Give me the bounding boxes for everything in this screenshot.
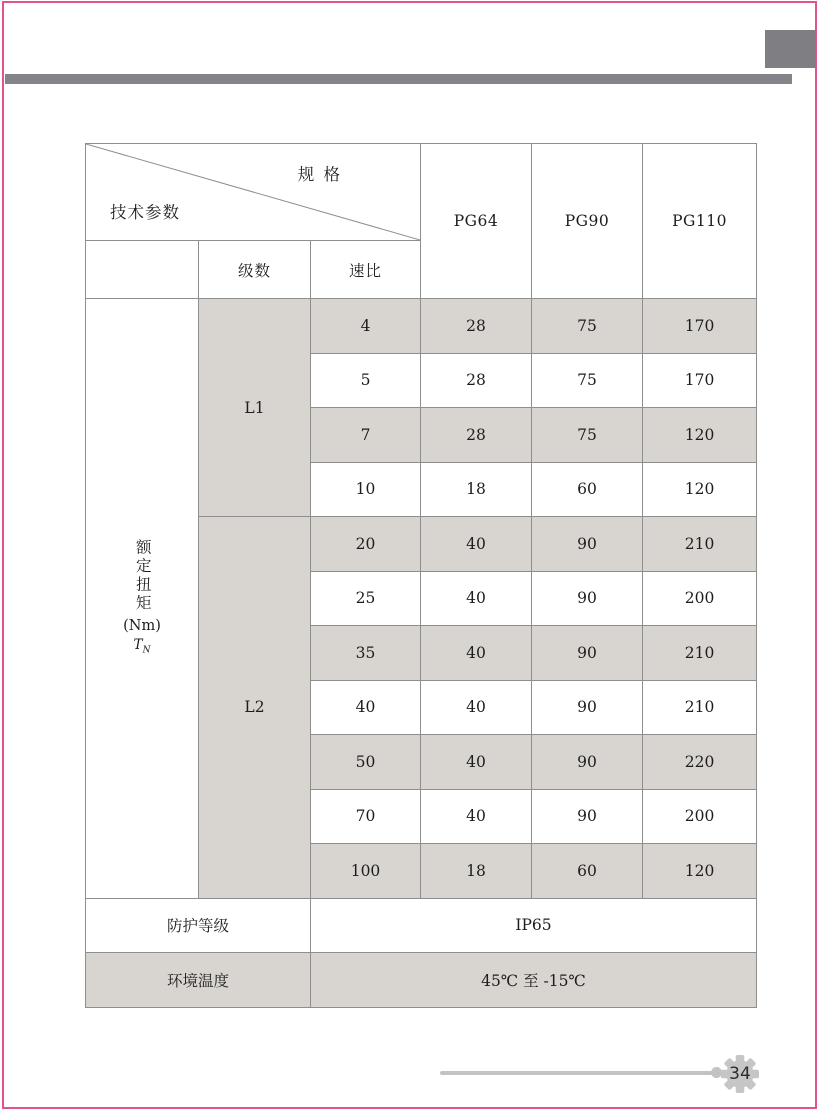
value-cell: 120 xyxy=(643,844,757,899)
value-cell: 170 xyxy=(643,353,757,408)
value-cell: 28 xyxy=(421,353,532,408)
protection-class-label: 防护等级 xyxy=(86,898,311,953)
value-cell: 120 xyxy=(643,408,757,463)
torque-unit: (Nm) xyxy=(123,618,161,635)
value-cell: 90 xyxy=(532,735,643,790)
subheader-ratio: 速比 xyxy=(311,241,421,299)
value-cell: 40 xyxy=(421,626,532,681)
value-cell: 18 xyxy=(421,462,532,517)
footer-rule-line xyxy=(440,1071,715,1075)
torque-symbol: $T_N$ xyxy=(133,637,151,657)
value-cell: 40 xyxy=(421,680,532,735)
params-header-label: 技术参数 xyxy=(110,203,180,222)
ratio-cell: 50 xyxy=(311,735,421,790)
value-cell: 200 xyxy=(643,789,757,844)
value-cell: 18 xyxy=(421,844,532,899)
protection-class-value: IP65 xyxy=(311,898,757,953)
header-rule-bar xyxy=(5,74,792,84)
ratio-cell: 5 xyxy=(311,353,421,408)
diagonal-divider xyxy=(86,144,420,240)
header-diagonal-cell xyxy=(86,144,421,241)
technical-parameters-table xyxy=(85,143,757,1008)
value-cell: 90 xyxy=(532,680,643,735)
value-cell: 210 xyxy=(643,517,757,572)
ratio-cell: 25 xyxy=(311,571,421,626)
value-cell: 120 xyxy=(643,462,757,517)
column-header-pg64: PG64 xyxy=(421,144,532,299)
spec-header-label: 规 格 xyxy=(297,165,343,184)
page-number-badge xyxy=(721,1054,759,1094)
value-cell: 75 xyxy=(532,299,643,354)
value-cell: 75 xyxy=(532,353,643,408)
ratio-cell: 100 xyxy=(311,844,421,899)
value-cell: 90 xyxy=(532,626,643,681)
value-cell: 60 xyxy=(532,462,643,517)
ratio-cell: 7 xyxy=(311,408,421,463)
value-cell: 200 xyxy=(643,571,757,626)
value-cell: 170 xyxy=(643,299,757,354)
ratio-cell: 4 xyxy=(311,299,421,354)
ambient-temp-value: 45℃ 至 -15℃ xyxy=(311,953,757,1008)
torque-label xyxy=(86,539,198,657)
column-header-pg110: PG110 xyxy=(643,144,757,299)
value-cell: 40 xyxy=(421,789,532,844)
value-cell: 60 xyxy=(532,844,643,899)
ratio-cell: 20 xyxy=(311,517,421,572)
value-cell: 210 xyxy=(643,626,757,681)
value-cell: 90 xyxy=(532,571,643,626)
subheader-empty-cell xyxy=(86,241,199,299)
value-cell: 220 xyxy=(643,735,757,790)
value-cell: 90 xyxy=(532,789,643,844)
stage-group-l2: L2 xyxy=(199,517,311,899)
ratio-cell: 10 xyxy=(311,462,421,517)
value-cell: 28 xyxy=(421,408,532,463)
stage-group-l1: L1 xyxy=(199,299,311,517)
value-cell: 210 xyxy=(643,680,757,735)
value-cell: 75 xyxy=(532,408,643,463)
page-number: 34 xyxy=(729,1064,751,1084)
ratio-cell: 35 xyxy=(311,626,421,681)
ratio-cell: 40 xyxy=(311,680,421,735)
header-corner-square xyxy=(765,30,816,68)
value-cell: 28 xyxy=(421,299,532,354)
value-cell: 40 xyxy=(421,517,532,572)
subheader-stage: 级数 xyxy=(199,241,311,299)
value-cell: 40 xyxy=(421,735,532,790)
torque-label-vertical: 额定扭矩 xyxy=(133,539,152,614)
torque-label-cell xyxy=(86,299,199,899)
column-header-pg90: PG90 xyxy=(532,144,643,299)
ambient-temp-label: 环境温度 xyxy=(86,953,311,1008)
ratio-cell: 70 xyxy=(311,789,421,844)
value-cell: 40 xyxy=(421,571,532,626)
value-cell: 90 xyxy=(532,517,643,572)
